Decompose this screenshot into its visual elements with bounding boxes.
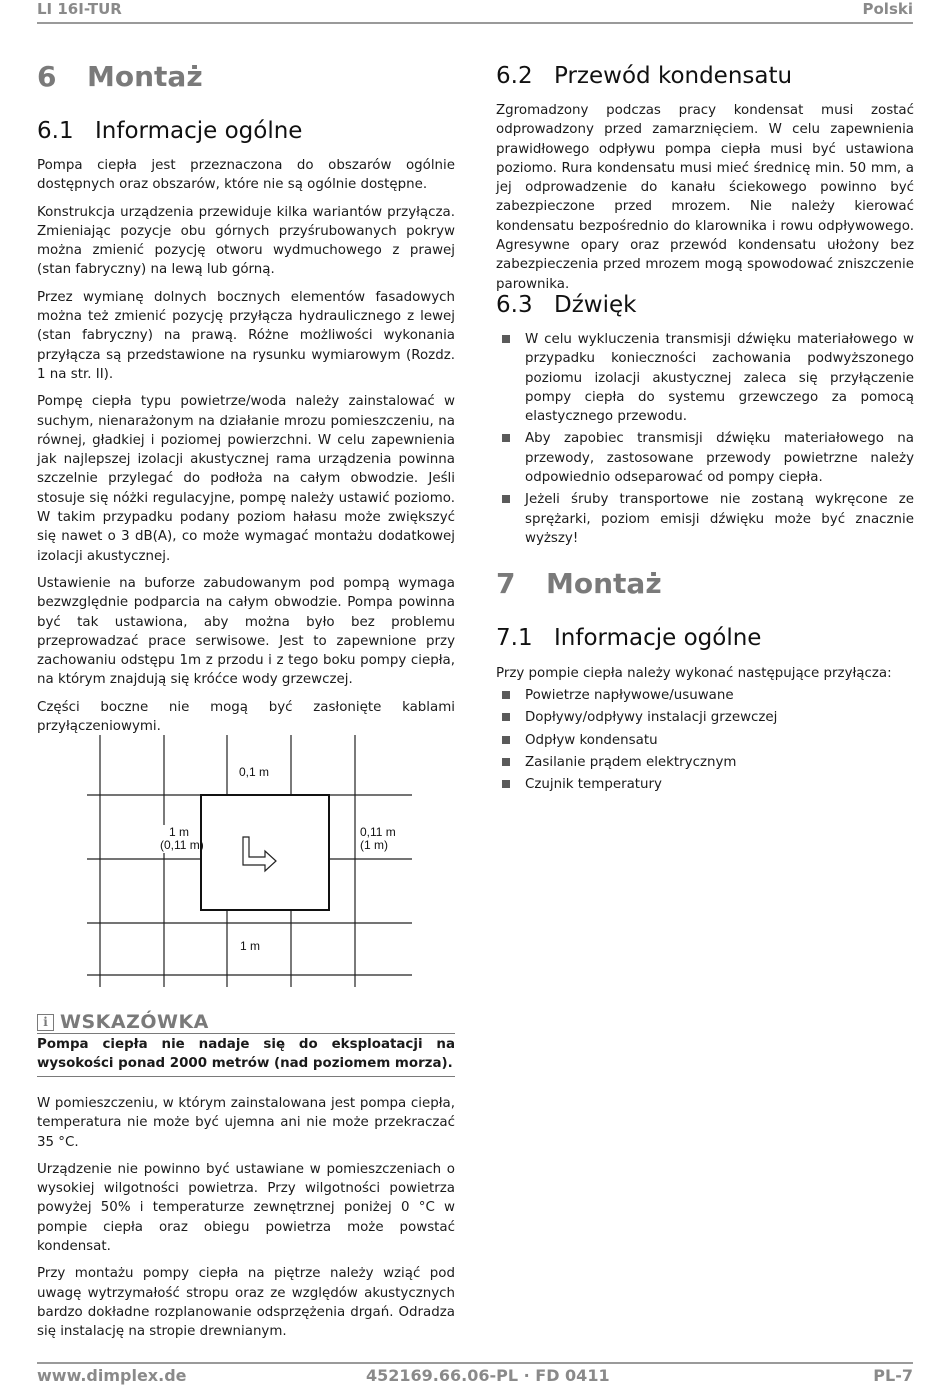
clearance-left-label: 1 m [169, 825, 190, 839]
paragraph: Pompa ciepła jest przeznaczona do obszarów ogólnie dostępnych oraz obszarów, które nie są ogólnie dostępne. [37, 158, 455, 193]
paragraph: Przy montażu pompy ciepła na piętrze należy wziąć pod uwagę wytrzymałość stropu oraz ze względów akustycznych bardzo dokładne rozplanowanie odsprzężenia drgań. Odradza się instalację na stropie drewnianym. [37, 1266, 455, 1340]
paragraph: Konstrukcja urządzenia przewiduje kilka wariantów przyłącza. Zmieniając pozycje obu górnych przyśrubowanych pokryw można zmienić pozycję otworu wydmuchowego z prawej (stan fabryczny) na lewą lub górną. [37, 204, 455, 278]
section-6-1-heading: 6.1 Informacje ogólne [37, 118, 303, 144]
clearance-right-label: 0,11 m [360, 825, 396, 839]
section-7-heading: 7 Montaż [496, 567, 662, 600]
footer-website-link[interactable]: www.dimplex.de [37, 1366, 187, 1385]
paragraph: W pomieszczeniu, w którym zainstalowana jest pompa ciepła, temperatura nie może być ujemna ani nie może przekraczać 35 °C. [37, 1096, 455, 1150]
list-item: Odpływ kondensatu [496, 731, 914, 750]
note-title: WSKAZÓWKA [60, 1011, 209, 1033]
list-item: Zasilanie prądem elektrycznym [496, 753, 914, 772]
paragraph: Ustawienie na buforze zabudowanym pod pompą wymaga bezwzględnie podparcia na całym obwodzie. Pompa powinna być tak ustawiona, aby można było bez problemu przeprowadzać prace serwisowe. Jest to zapewnione przy zachowaniu odstępu 1m z przodu i z tego boku pompy ciepła, na którym znajdują się króćce wody grzewczej. [37, 575, 455, 688]
footer-rule [37, 1362, 913, 1364]
section-6-3-heading: 6.3 Dźwięk [496, 292, 637, 318]
list-item: Aby zapobiec transmisji dźwięku materiałowego na przewody, zastosowane przewody powietrzne należy odpowiednio odseparować od pompy ciepła. [496, 429, 914, 487]
footer-doc-number: 452169.66.06-PL · FD 0411 [366, 1366, 610, 1385]
list-item: W celu wykluczenia transmisji dźwięku materiałowego w przypadku konieczności zachowania podwyższonego poziomu izolacji akustycznej zaleca się przyłączenie pompy ciepła do systemu grzewczego za pomocą elastycznego przewodu. [496, 330, 914, 426]
section-6-3-list [496, 330, 914, 551]
list-item: Jeżeli śruby transportowe nie zostaną wykręcone ze sprężarki, poziom emisji dźwięku może być znacznie wyższy! [496, 490, 914, 548]
paragraph: Urządzenie nie powinno być ustawiane w pomieszczeniach o wysokiej wilgotności powietrza. Przy wilgotności powietrza powyżej 50% i temperaturze zewnętrznej poniżej 0 °C w pompie ciepła oraz obiegu powietrza może powstać kondensat. [37, 1161, 455, 1255]
section-7-1-heading: 7.1 Informacje ogólne [496, 625, 762, 651]
paragraph: Części boczne nie mogą być zasłonięte kablami przyłączeniowymi. [37, 699, 455, 735]
list-item: Dopływy/odpływy instalacji grzewczej [496, 708, 914, 727]
info-icon: i [37, 1014, 54, 1031]
header-rule [37, 22, 913, 24]
clearance-bottom-label: 1 m [240, 939, 261, 953]
list-item: Czujnik temperatury [496, 775, 914, 794]
note-header [37, 1011, 455, 1033]
section-6-2-text: Zgromadzony podczas pracy kondensat musi zostać odprowadzony przed zamarznięciem. W celu zapewnienia prawidłowego odpływu pompa ciepła musi być ustawiona poziomo. Rura kondensatu musi mieć średnicę min. 50 mm, a jej odprowadzenie do kanału ściekowego powinno być zabezpieczone przed mrozem. Nie należy kierować kondensatu bezpośrednio do klarownika i rowu odpływowego. Agresywne opary oraz przewód kondensatu ułożony bez zabezpieczenia przed mrozem mogą spowodować zniszczenie parownika. [496, 103, 914, 292]
clearance-right-alt-label: (1 m) [360, 838, 388, 852]
section-7-1-intro: Przy pompie ciepła należy wykonać następujące przyłącza: [496, 666, 892, 681]
section-6-1-body [37, 156, 455, 736]
paragraph: Przez wymianę dolnych bocznych elementów fasadowych można też zmienić pozycję przyłącza hydraulicznego z lewej (stan fabryczny) na prawą. Różne możliwości wykonania przyłącza są przedstawione na rysunku wymiarowym (Rozdz. 1 na str. II). [37, 289, 455, 382]
header-language: Polski [862, 0, 913, 18]
header-model: LI 16I-TUR [37, 0, 122, 18]
section-6-heading: 6 Montaż [37, 60, 203, 93]
clearance-top-label: 0,1 m [239, 765, 270, 779]
clearance-diagram [87, 735, 412, 987]
list-item: Powietrze napływowe/usuwane [496, 686, 914, 705]
section-6-2-heading: 6.2 Przewód kondensatu [496, 63, 793, 89]
note-text: Pompa ciepła nie nadaje się do eksploatacji na wysokości ponad 2000 metrów (nad poziomem morza). [37, 1033, 455, 1077]
section-7-1-list [496, 686, 914, 797]
clearance-left-alt-label: (0,11 m) [160, 838, 204, 852]
footer-page-number: PL-7 [873, 1366, 913, 1385]
paragraph: Pompę ciepła typu powietrze/woda należy zainstalować w suchym, nienarażonym na działanie mrozu pomieszczeniu, na równej, gładkiej i poziomej powierzchni. W celu zapewnienia jak najlepszej izolacji akustycznej rama urządzenia powinna szczelnie przylegać do podłoża na całym obwodzie. Jeśli stosuje się nóżki regulacyjne, pompę należy ustawić poziomo. W takim przypadku podany poziom hałasu może zwiększyć się nawet o 3 dB(A), co może wymagać montażu dodatkowej izolacji akustycznej. [37, 394, 455, 564]
section-6-1-body-continued [37, 1094, 455, 1342]
note-box [37, 1011, 455, 1077]
